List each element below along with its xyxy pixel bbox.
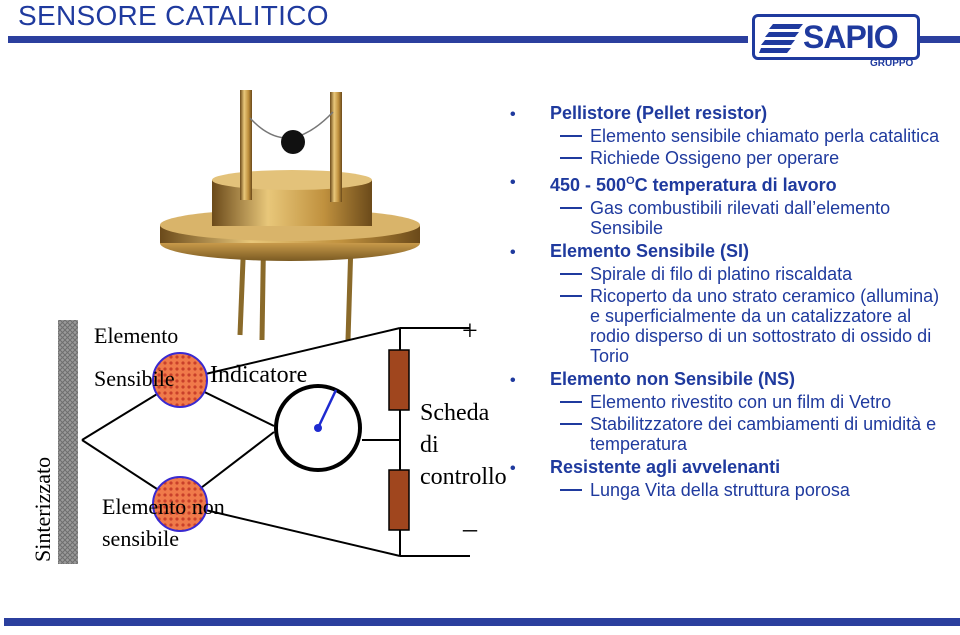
footer-bar [4, 618, 960, 626]
bullet-text: Elemento non Sensibile (NS) [550, 369, 796, 389]
sub-bullet [510, 148, 950, 168]
bullet-temperatura [510, 171, 950, 196]
bullet-pellistore [510, 103, 950, 124]
bullet-text: Elemento Sensibile (SI) [550, 241, 750, 261]
sinterizzato-label: Sinterizzato [30, 456, 55, 562]
sub-bullet [510, 414, 950, 454]
sensor-diagram [0, 60, 530, 580]
sub-bullet [510, 264, 950, 284]
logo-stripes-icon [759, 20, 809, 54]
dash-icon [560, 295, 582, 297]
bullet-text: Resistente agli avvelenanti [550, 457, 781, 477]
header-bar-right [918, 36, 960, 43]
sub-bullet [510, 286, 950, 366]
sub-bullet [510, 480, 950, 500]
elemento-label: Elemento [94, 323, 179, 348]
sub-bullet-text: Richiede Ossigeno per operare [590, 148, 840, 168]
feature-bullet-list [510, 100, 950, 500]
resistor-bottom [389, 470, 409, 530]
sub-bullet-text: Elemento sensibile chiamato perla catalitica [590, 126, 940, 146]
logo-frame [752, 14, 920, 60]
dash-icon [560, 423, 582, 425]
sub-bullet [510, 392, 950, 412]
bullet-text: C temperatura di lavoro [634, 175, 837, 195]
sub-bullet-text: Lunga Vita della struttura porosa [590, 480, 850, 500]
scheda-label: Scheda [420, 400, 490, 426]
bullet-dot-icon: • [510, 106, 516, 123]
sinterizzato-block [58, 320, 78, 564]
sensor-photo [160, 90, 420, 340]
sub-bullet-text: Spirale di filo di platino riscaldata [590, 264, 853, 284]
dash-icon [560, 207, 582, 209]
non-sensibile-label: sensibile [102, 526, 179, 551]
sensibile-label: Sensibile [94, 366, 175, 391]
degree-sup: O [626, 175, 635, 187]
plus-terminal: + [462, 316, 478, 347]
dash-icon [560, 157, 582, 159]
bullet-sensibile [510, 241, 950, 262]
dash-icon [560, 135, 582, 137]
dash-icon [560, 489, 582, 491]
header-bar [8, 36, 748, 43]
logo-subtitle: GRUPPO [870, 58, 914, 69]
dash-icon [560, 401, 582, 403]
elemento-non-label: Elemento non [102, 494, 225, 519]
bullet-text: Pellistore (Pellet resistor) [550, 103, 768, 123]
bullet-avvelenanti [510, 457, 950, 478]
bullet-dot-icon: • [510, 244, 516, 261]
page-title: SENSORE CATALITICO [18, 0, 329, 31]
sub-bullet-text: Elemento rivestito con un film di Vetro [590, 392, 892, 412]
bullet-dot-icon: • [510, 372, 516, 389]
di-label: di [420, 432, 439, 458]
bullet-text: 450 - 500 [550, 175, 627, 195]
bullet-dot-icon: • [510, 174, 516, 191]
indicatore-label: Indicatore [210, 362, 308, 388]
sub-bullet-text: Gas combustibili rilevati dall’elemento Sensibile [590, 198, 891, 238]
minus-terminal: _ [463, 504, 477, 535]
controllo-label: controllo [420, 464, 507, 490]
sub-bullet [510, 126, 950, 146]
dash-icon [560, 273, 582, 275]
sub-bullet-text: Ricoperto da uno strato ceramico (allumina) e superficialmente da un catalizzatore al rodio disperso di un sottostrato di ossido di Torio [590, 286, 940, 366]
sapio-logo [752, 14, 920, 69]
sub-bullet-text: Stabilitzzatore dei cambiamenti di umidità e temperatura [590, 414, 937, 454]
bullet-dot-icon: • [510, 460, 516, 477]
indicator-pivot [314, 424, 322, 432]
logo-text: SAPIO [803, 19, 898, 55]
resistor-top [389, 350, 409, 410]
sub-bullet [510, 198, 950, 238]
bullet-non-sensibile [510, 369, 950, 390]
